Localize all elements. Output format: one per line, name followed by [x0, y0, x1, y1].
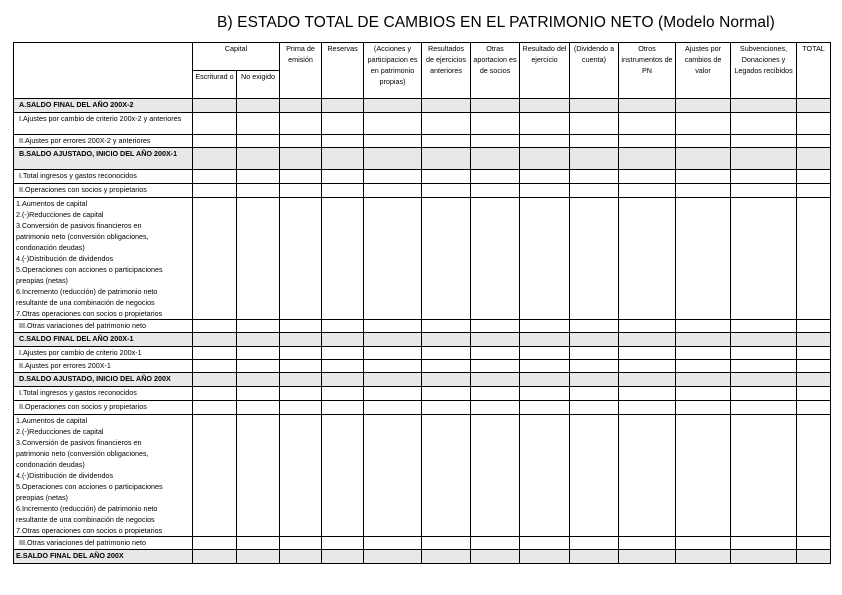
- value-cell: [364, 148, 422, 170]
- value-cell: [731, 198, 797, 320]
- value-cell: [797, 99, 831, 113]
- value-cell: [471, 373, 520, 387]
- value-cell: [280, 347, 322, 360]
- value-cell: [364, 320, 422, 333]
- value-cell: [237, 347, 280, 360]
- value-cell: [471, 170, 520, 184]
- value-cell: [422, 320, 471, 333]
- row-saldo-final-e: E.SALDO FINAL DEL AÑO 200X: [14, 550, 193, 564]
- value-cell: [364, 184, 422, 198]
- value-cell: [520, 99, 570, 113]
- value-cell: [520, 550, 570, 564]
- value-cell: [193, 387, 237, 401]
- value-cell: [193, 170, 237, 184]
- value-cell: [570, 537, 619, 550]
- list-item: 5.Operaciones con acciones o participaciones: [16, 482, 163, 491]
- value-cell: [520, 415, 570, 537]
- value-cell: [280, 537, 322, 550]
- row-ajustes-errores-a: II.Ajustes por errores 200X-2 y anteriores: [14, 135, 193, 148]
- list-item: 6.Incremento (reducción) de patrimonio neto: [16, 287, 158, 296]
- value-cell: [676, 401, 731, 415]
- value-cell: [676, 415, 731, 537]
- value-cell: [280, 373, 322, 387]
- value-cell: [280, 333, 322, 347]
- value-cell: [193, 415, 237, 537]
- value-cell: [520, 387, 570, 401]
- value-cell: [520, 373, 570, 387]
- value-cell: [322, 148, 364, 170]
- value-cell: [619, 99, 676, 113]
- value-cell: [193, 113, 237, 135]
- value-cell: [237, 550, 280, 564]
- header-resultado-ejercicio: Resultado del ejercicio: [520, 43, 570, 99]
- header-otras-aportaciones: Otras aportacion es de socios: [471, 43, 520, 99]
- value-cell: [193, 373, 237, 387]
- value-cell: [570, 401, 619, 415]
- value-cell: [422, 333, 471, 347]
- value-cell: [731, 347, 797, 360]
- value-cell: [422, 198, 471, 320]
- value-cell: [520, 537, 570, 550]
- value-cell: [322, 184, 364, 198]
- header-subvenciones: Subvenciones, Donaciones y Legados recibidos: [731, 43, 797, 99]
- value-cell: [237, 99, 280, 113]
- value-cell: [322, 360, 364, 373]
- value-cell: [676, 387, 731, 401]
- value-cell: [471, 113, 520, 135]
- value-cell: [731, 170, 797, 184]
- value-cell: [280, 148, 322, 170]
- row-total-ingresos-b: I.Total ingresos y gastos reconocidos: [14, 170, 193, 184]
- value-cell: [422, 135, 471, 148]
- value-cell: [570, 99, 619, 113]
- value-cell: [322, 333, 364, 347]
- value-cell: [471, 347, 520, 360]
- value-cell: [280, 387, 322, 401]
- value-cell: [364, 347, 422, 360]
- value-cell: [520, 113, 570, 135]
- value-cell: [364, 99, 422, 113]
- value-cell: [364, 387, 422, 401]
- value-cell: [731, 113, 797, 135]
- value-cell: [520, 198, 570, 320]
- value-cell: [193, 184, 237, 198]
- value-cell: [619, 373, 676, 387]
- row-operaciones-socios-d: II.Operaciones con socios y propietarios: [14, 401, 193, 415]
- value-cell: [322, 170, 364, 184]
- value-cell: [322, 550, 364, 564]
- value-cell: [570, 198, 619, 320]
- value-cell: [520, 170, 570, 184]
- list-item: 2.(-)Reducciones de capital: [16, 210, 104, 219]
- value-cell: [797, 373, 831, 387]
- value-cell: [619, 113, 676, 135]
- row-ajustes-criterio-a: I.Ajustes por cambio de criterio 200x-2 y anteriores: [14, 113, 193, 135]
- value-cell: [422, 415, 471, 537]
- value-cell: [237, 333, 280, 347]
- list-item: 7.Otras operaciones con socios o propietarios: [16, 526, 163, 535]
- value-cell: [619, 360, 676, 373]
- value-cell: [797, 537, 831, 550]
- value-cell: [364, 401, 422, 415]
- value-cell: [422, 360, 471, 373]
- row-ajustes-errores-c: II.Ajustes por errores 200X-1: [14, 360, 193, 373]
- value-cell: [471, 415, 520, 537]
- value-cell: [280, 320, 322, 333]
- value-cell: [280, 184, 322, 198]
- header-resultados-anteriores: Resultados de ejercicios anteriores: [422, 43, 471, 99]
- header-acciones-propias: (Acciones y participacion es en patrimonio propias): [364, 43, 422, 99]
- value-cell: [676, 184, 731, 198]
- value-cell: [237, 537, 280, 550]
- value-cell: [676, 198, 731, 320]
- value-cell: [471, 135, 520, 148]
- value-cell: [471, 320, 520, 333]
- list-item: 3.Conversión de pasivos financieros en: [16, 438, 142, 447]
- value-cell: [193, 401, 237, 415]
- value-cell: [570, 170, 619, 184]
- value-cell: [237, 184, 280, 198]
- value-cell: [422, 537, 471, 550]
- value-cell: [619, 170, 676, 184]
- equity-changes-table: [13, 42, 831, 564]
- value-cell: [619, 148, 676, 170]
- list-item: patrimonio neto (conversión obligaciones,: [16, 449, 149, 458]
- value-cell: [364, 198, 422, 320]
- value-cell: [280, 113, 322, 135]
- list-item: 1.Aumentos de capital: [16, 199, 88, 208]
- value-cell: [193, 135, 237, 148]
- value-cell: [731, 360, 797, 373]
- value-cell: [471, 184, 520, 198]
- value-cell: [280, 360, 322, 373]
- value-cell: [570, 148, 619, 170]
- value-cell: [731, 320, 797, 333]
- value-cell: [797, 113, 831, 135]
- value-cell: [731, 373, 797, 387]
- header-total: TOTAL: [797, 43, 831, 99]
- list-item: 5.Operaciones con acciones o participaciones: [16, 265, 163, 274]
- value-cell: [322, 135, 364, 148]
- value-cell: [797, 360, 831, 373]
- value-cell: [193, 99, 237, 113]
- value-cell: [364, 373, 422, 387]
- value-cell: [676, 333, 731, 347]
- value-cell: [322, 113, 364, 135]
- list-item: preopias (netas): [16, 493, 68, 502]
- value-cell: [237, 320, 280, 333]
- value-cell: [322, 198, 364, 320]
- list-item: 2.(-)Reducciones de capital: [16, 427, 104, 436]
- value-cell: [471, 550, 520, 564]
- value-cell: [797, 170, 831, 184]
- header-no-exigido: No exigido: [237, 71, 280, 99]
- value-cell: [237, 415, 280, 537]
- value-cell: [570, 113, 619, 135]
- value-cell: [619, 135, 676, 148]
- value-cell: [520, 360, 570, 373]
- header-ajustes-valor: Ajustes por cambios de valor: [676, 43, 731, 99]
- value-cell: [676, 550, 731, 564]
- row-otras-variaciones-d: III.Otras variaciones del patrimonio neto: [14, 537, 193, 550]
- value-cell: [422, 401, 471, 415]
- value-cell: [322, 387, 364, 401]
- value-cell: [570, 360, 619, 373]
- value-cell: [731, 135, 797, 148]
- header-blank-cell: [14, 43, 193, 99]
- row-operaciones-socios-b: II.Operaciones con socios y propietarios: [14, 184, 193, 198]
- value-cell: [193, 550, 237, 564]
- list-item: 1.Aumentos de capital: [16, 416, 88, 425]
- value-cell: [520, 184, 570, 198]
- value-cell: [280, 198, 322, 320]
- row-ajustes-criterio-c: I.Ajustes por cambio de criterio 200x-1: [14, 347, 193, 360]
- header-prima-emision: Prima de emisión: [280, 43, 322, 99]
- value-cell: [570, 347, 619, 360]
- value-cell: [237, 113, 280, 135]
- header-escriturado: Escriturad o: [193, 71, 237, 99]
- value-cell: [364, 333, 422, 347]
- value-cell: [280, 170, 322, 184]
- value-cell: [520, 401, 570, 415]
- value-cell: [471, 198, 520, 320]
- list-item: condonación deudas): [16, 460, 85, 469]
- value-cell: [237, 170, 280, 184]
- value-cell: [570, 387, 619, 401]
- header-capital: Capital: [193, 43, 280, 71]
- value-cell: [322, 99, 364, 113]
- value-cell: [797, 184, 831, 198]
- value-cell: [193, 148, 237, 170]
- value-cell: [280, 99, 322, 113]
- value-cell: [280, 401, 322, 415]
- value-cell: [570, 333, 619, 347]
- value-cell: [619, 387, 676, 401]
- row-saldo-final-a: A.SALDO FINAL DEL AÑO 200X-2: [14, 99, 193, 113]
- value-cell: [322, 347, 364, 360]
- value-cell: [322, 537, 364, 550]
- value-cell: [619, 415, 676, 537]
- value-cell: [570, 135, 619, 148]
- value-cell: [237, 135, 280, 148]
- value-cell: [237, 198, 280, 320]
- value-cell: [797, 135, 831, 148]
- list-item: 6.Incremento (reducción) de patrimonio neto: [16, 504, 158, 513]
- value-cell: [797, 415, 831, 537]
- value-cell: [797, 401, 831, 415]
- value-cell: [280, 135, 322, 148]
- value-cell: [471, 537, 520, 550]
- value-cell: [280, 550, 322, 564]
- value-cell: [619, 347, 676, 360]
- value-cell: [619, 198, 676, 320]
- value-cell: [797, 333, 831, 347]
- value-cell: [193, 360, 237, 373]
- value-cell: [731, 387, 797, 401]
- value-cell: [237, 387, 280, 401]
- list-item: resultante de una combinación de negocios: [16, 298, 155, 307]
- value-cell: [520, 320, 570, 333]
- value-cell: [676, 537, 731, 550]
- value-cell: [471, 360, 520, 373]
- value-cell: [422, 170, 471, 184]
- value-cell: [193, 198, 237, 320]
- value-cell: [193, 347, 237, 360]
- value-cell: [193, 320, 237, 333]
- value-cell: [471, 401, 520, 415]
- value-cell: [731, 537, 797, 550]
- list-item: preopias (netas): [16, 276, 68, 285]
- value-cell: [676, 99, 731, 113]
- value-cell: [520, 148, 570, 170]
- value-cell: [797, 550, 831, 564]
- value-cell: [619, 320, 676, 333]
- value-cell: [422, 99, 471, 113]
- value-cell: [676, 373, 731, 387]
- value-cell: [364, 170, 422, 184]
- value-cell: [676, 148, 731, 170]
- value-cell: [797, 320, 831, 333]
- value-cell: [570, 184, 619, 198]
- value-cell: [471, 333, 520, 347]
- value-cell: [619, 537, 676, 550]
- page-title: B) ESTADO TOTAL DE CAMBIOS EN EL PATRIMONIO NETO (Modelo Normal): [217, 14, 775, 31]
- value-cell: [322, 415, 364, 537]
- header-otros-instrumentos: Otros instrumentos de PN: [619, 43, 676, 99]
- value-cell: [797, 198, 831, 320]
- value-cell: [731, 415, 797, 537]
- row-operaciones-detalle-d: [14, 415, 193, 537]
- value-cell: [570, 373, 619, 387]
- value-cell: [422, 550, 471, 564]
- value-cell: [619, 550, 676, 564]
- value-cell: [237, 360, 280, 373]
- value-cell: [676, 360, 731, 373]
- value-cell: [797, 148, 831, 170]
- value-cell: [364, 360, 422, 373]
- value-cell: [520, 135, 570, 148]
- value-cell: [731, 550, 797, 564]
- row-saldo-ajustado-b: B.SALDO AJUSTADO, INICIO DEL AÑO 200X-1: [14, 148, 193, 170]
- value-cell: [676, 320, 731, 333]
- list-item: 7.Otras operaciones con socios o propietarios: [16, 309, 163, 318]
- row-otras-variaciones-b: III.Otras variaciones del patrimonio neto: [14, 320, 193, 333]
- value-cell: [797, 387, 831, 401]
- value-cell: [471, 99, 520, 113]
- value-cell: [422, 347, 471, 360]
- value-cell: [676, 113, 731, 135]
- value-cell: [322, 320, 364, 333]
- value-cell: [471, 148, 520, 170]
- header-dividendo-cuenta: (Dividendo a cuenta): [570, 43, 619, 99]
- value-cell: [570, 550, 619, 564]
- value-cell: [520, 333, 570, 347]
- value-cell: [619, 401, 676, 415]
- value-cell: [731, 401, 797, 415]
- value-cell: [193, 537, 237, 550]
- value-cell: [322, 401, 364, 415]
- value-cell: [731, 333, 797, 347]
- value-cell: [364, 550, 422, 564]
- value-cell: [237, 373, 280, 387]
- list-item: 3.Conversión de pasivos financieros en: [16, 221, 142, 230]
- row-saldo-final-c: C.SALDO FINAL DEL AÑO 200X-1: [14, 333, 193, 347]
- value-cell: [237, 148, 280, 170]
- value-cell: [570, 415, 619, 537]
- value-cell: [731, 99, 797, 113]
- value-cell: [422, 387, 471, 401]
- value-cell: [520, 347, 570, 360]
- value-cell: [422, 148, 471, 170]
- value-cell: [237, 401, 280, 415]
- value-cell: [676, 347, 731, 360]
- value-cell: [676, 135, 731, 148]
- list-item: 4.(-)Distribución de dividendos: [16, 254, 114, 263]
- row-saldo-ajustado-d: D.SALDO AJUSTADO, INICIO DEL AÑO 200X: [14, 373, 193, 387]
- row-operaciones-detalle-b: [14, 198, 193, 320]
- list-item: resultante de una combinación de negocios: [16, 515, 155, 524]
- value-cell: [322, 373, 364, 387]
- value-cell: [280, 415, 322, 537]
- value-cell: [422, 113, 471, 135]
- list-item: 4.(-)Distribución de dividendos: [16, 471, 114, 480]
- row-total-ingresos-d: I.Total ingresos y gastos reconocidos: [14, 387, 193, 401]
- value-cell: [619, 333, 676, 347]
- value-cell: [731, 184, 797, 198]
- value-cell: [471, 387, 520, 401]
- value-cell: [570, 320, 619, 333]
- value-cell: [422, 373, 471, 387]
- value-cell: [364, 537, 422, 550]
- value-cell: [619, 184, 676, 198]
- value-cell: [193, 333, 237, 347]
- value-cell: [731, 148, 797, 170]
- value-cell: [676, 170, 731, 184]
- list-item: patrimonio neto (conversión obligaciones,: [16, 232, 149, 241]
- value-cell: [364, 415, 422, 537]
- value-cell: [797, 347, 831, 360]
- value-cell: [364, 113, 422, 135]
- value-cell: [422, 184, 471, 198]
- header-reservas: Reservas: [322, 43, 364, 99]
- list-item: condonación deudas): [16, 243, 85, 252]
- value-cell: [364, 135, 422, 148]
